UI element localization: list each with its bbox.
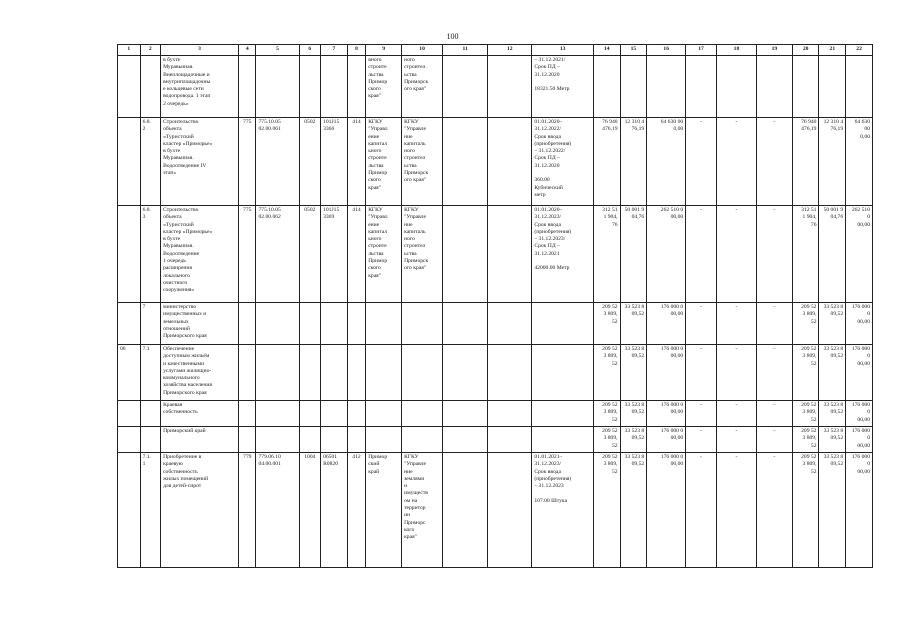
table-cell-col-16: [647, 56, 686, 118]
table-cell-col-21: 12 310 4 76,19: [819, 118, 846, 206]
table-cell-col-4: 779: [239, 453, 256, 568]
table-cell-col-17: -: [686, 206, 717, 303]
table-cell-col-22: 176 000 0 00,00: [846, 303, 873, 345]
table-cell-col-5: [256, 56, 299, 118]
table-cell-col-2: 6.8. 3: [140, 206, 161, 303]
table-cell-col-16: 262 510 0 00,00: [647, 206, 686, 303]
table-cell-col-21: 33 523 8 09,52: [819, 401, 846, 427]
column-header: 16: [647, 45, 686, 56]
table-cell-col-8: [347, 427, 365, 453]
table-cell-col-21: [819, 56, 846, 118]
table-cell-col-9: вного строите льства Примор ского края": [366, 56, 402, 118]
column-header: 3: [161, 45, 239, 56]
table-cell-col-10: [402, 345, 443, 401]
table-cell-col-21: 50 001 9 04,76: [819, 206, 846, 303]
table-row: [118, 453, 873, 568]
table-cell-col-1: 06: [118, 345, 141, 401]
table-cell-col-1: [118, 56, 141, 118]
column-header: 15: [620, 45, 647, 56]
table-cell-col-19: -: [756, 118, 792, 206]
table-cell-col-16: 176 000 0 00,00: [647, 453, 686, 568]
table-cell-col-8: [347, 345, 365, 401]
table-cell-col-11: [443, 118, 488, 206]
table-cell-col-8: 412: [347, 453, 365, 568]
table-cell-col-2: 7.1: [140, 345, 161, 401]
column-header: 10: [402, 45, 443, 56]
table-cell-col-14: 209 52 3 809, 52: [593, 453, 620, 568]
table-cell-col-12: [488, 303, 532, 345]
table-cell-col-18: -: [716, 401, 756, 427]
table-cell-col-18: -: [716, 118, 756, 206]
table-cell-col-3: Строительство объекта «Туристский кластер «Приморье» в бухте Муравьиная. Водоотведение IV этап»: [161, 118, 239, 206]
table-cell-col-6: 1004: [299, 453, 321, 568]
table-cell-col-21: 33 523 8 09,52: [819, 345, 846, 401]
table-cell-col-20: 312 51 1 904, 76: [792, 206, 819, 303]
table-cell-col-8: [347, 401, 365, 427]
table-cell-col-20: 209 52 3 809, 52: [792, 401, 819, 427]
table-cell-col-19: -: [756, 427, 792, 453]
table-cell-col-5: [256, 427, 299, 453]
table-row: [118, 345, 873, 401]
table-cell-col-3: Обеспечение доступным жильём и качественными услугами жилищно- коммунального хозяйства населения Приморского края: [161, 345, 239, 401]
table-cell-col-7: [321, 345, 348, 401]
table-cell-col-4: 775: [239, 118, 256, 206]
table-cell-col-5: [256, 401, 299, 427]
table-cell-col-19: -: [756, 401, 792, 427]
column-header: 19: [756, 45, 792, 56]
table-cell-col-3: Строительство объекта «Туристский кластер «Приморье» в бухте Муравьиная. Водоотведение 1 очередь расширения локального очистного сооружения»: [161, 206, 239, 303]
table-cell-col-7: [321, 427, 348, 453]
table-cell-col-16: 176 000 0 00,00: [647, 427, 686, 453]
table-cell-col-3: министерство имущественных и земельных отношений Приморского края: [161, 303, 239, 345]
column-header: 5: [256, 45, 299, 56]
table-cell-col-1: [118, 206, 141, 303]
table-cell-col-6: [299, 401, 321, 427]
table-cell-col-17: -: [686, 453, 717, 568]
table-cell-col-10: КГКУ "Управле ние капиталь ного строител ьства Приморск ого края": [402, 206, 443, 303]
table-cell-col-5: [256, 345, 299, 401]
table-cell-col-18: -: [716, 303, 756, 345]
table-cell-col-21: 33 523 8 09,52: [819, 303, 846, 345]
column-header: 11: [443, 45, 488, 56]
table-cell-col-4: [239, 56, 256, 118]
column-header: 8: [347, 45, 365, 56]
table-cell-col-4: [239, 401, 256, 427]
table-cell-col-17: [686, 56, 717, 118]
column-header: 2: [140, 45, 161, 56]
table-cell-col-2: 7.1. 1: [140, 453, 161, 568]
table-cell-col-17: -: [686, 427, 717, 453]
table-cell-col-8: [347, 56, 365, 118]
table-cell-col-9: Примор ский край: [366, 453, 402, 568]
table-cell-col-20: 209 52 3 809, 52: [792, 345, 819, 401]
table-cell-col-18: [716, 56, 756, 118]
table-cell-col-12: [488, 345, 532, 401]
table-cell-col-2: 7: [140, 303, 161, 345]
table-cell-col-2: [140, 56, 161, 118]
table-cell-col-10: [402, 303, 443, 345]
table-cell-col-11: [443, 453, 488, 568]
table-cell-col-7: [321, 56, 348, 118]
table-cell-col-15: 33 523 8 09,52: [620, 401, 647, 427]
table-cell-col-1: [118, 303, 141, 345]
table-cell-col-6: [299, 303, 321, 345]
table-cell-col-15: 33 523 8 09,52: [620, 345, 647, 401]
table-cell-col-12: [488, 453, 532, 568]
table-cell-col-9: КГКУ "Управл ение капитал ьного строите льства Примор ского края": [366, 206, 402, 303]
table-cell-col-4: [239, 345, 256, 401]
table-cell-col-22: 176 000 0 00,00: [846, 453, 873, 568]
table-cell-col-4: [239, 303, 256, 345]
table-cell-col-10: КГКУ "Управле ние землями и имуществ ом на территор ии Приморс кого края": [402, 453, 443, 568]
table-cell-col-21: 33 523 8 09,52: [819, 427, 846, 453]
table-cell-col-9: [366, 401, 402, 427]
table-cell-col-11: [443, 206, 488, 303]
table-cell-col-19: -: [756, 345, 792, 401]
table-cell-col-14: 312 51 1 904, 76: [593, 206, 620, 303]
table-cell-col-18: -: [716, 345, 756, 401]
table-cell-col-7: [321, 401, 348, 427]
table-cell-col-5: [256, 303, 299, 345]
table-cell-col-16: 176 000 0 00,00: [647, 345, 686, 401]
table-cell-col-6: [299, 56, 321, 118]
table-cell-col-13: [532, 303, 594, 345]
table-cell-col-22: 176 000 0 00,00: [846, 427, 873, 453]
column-header: 21: [819, 45, 846, 56]
table-cell-col-20: 76 940 476,19: [792, 118, 819, 206]
table-cell-col-15: 50 001 9 04,76: [620, 206, 647, 303]
table-cell-col-11: [443, 56, 488, 118]
table-cell-col-13: 01.01.2020– 31.12.2022/ Срок ввода (приобретения) – 31.12.2022/ Срок ПД – 31.12.2020 360.00 Кубический метр: [532, 118, 594, 206]
column-header: 1: [118, 45, 141, 56]
table-cell-col-2: 6.8. 2: [140, 118, 161, 206]
table-cell-col-12: [488, 206, 532, 303]
table-cell-col-13: 01.01.2021– 31.12.2023/ Срок ввода (приобретения) – 31.12.2023 107.00 Штука: [532, 453, 594, 568]
table-cell-col-3: Приобретение в краевую собственность жилых помещений для детей-сирот: [161, 453, 239, 568]
column-header: 20: [792, 45, 819, 56]
table-row: [118, 206, 873, 303]
table-cell-col-10: [402, 401, 443, 427]
column-header: 22: [846, 45, 873, 56]
table-cell-col-7: 101J15 3369: [321, 206, 348, 303]
table-cell-col-13: [532, 401, 594, 427]
table-cell-col-6: 0502: [299, 206, 321, 303]
table-cell-col-20: 209 52 3 809, 52: [792, 453, 819, 568]
table-row: [118, 303, 873, 345]
column-header: 4: [239, 45, 256, 56]
table-cell-col-18: -: [716, 206, 756, 303]
table-cell-col-19: -: [756, 303, 792, 345]
table-cell-col-8: [347, 303, 365, 345]
table-cell-col-19: [756, 56, 792, 118]
table-cell-col-17: -: [686, 401, 717, 427]
table-cell-col-22: [846, 56, 873, 118]
table-cell-col-3: Приморский край: [161, 427, 239, 453]
table-cell-col-12: [488, 118, 532, 206]
table-cell-col-6: 0502: [299, 118, 321, 206]
table-cell-col-2: [140, 401, 161, 427]
table-cell-col-11: [443, 427, 488, 453]
table-cell-col-19: -: [756, 206, 792, 303]
column-header: 14: [593, 45, 620, 56]
table-row: [118, 427, 873, 453]
table-cell-col-1: [118, 453, 141, 568]
table-cell-col-20: 209 52 3 809, 52: [792, 427, 819, 453]
table-cell-col-12: [488, 401, 532, 427]
column-header: 18: [716, 45, 756, 56]
table-cell-col-20: [792, 56, 819, 118]
column-header: 9: [366, 45, 402, 56]
table-cell-col-15: 33 523 8 09,52: [620, 453, 647, 568]
budget-table: [117, 44, 873, 568]
table-cell-col-10: [402, 427, 443, 453]
table-cell-col-5: 775.10.05 02.00.061: [256, 118, 299, 206]
table-row: [118, 118, 873, 206]
table-cell-col-4: [239, 427, 256, 453]
table-cell-col-4: 775: [239, 206, 256, 303]
table-cell-col-10: КГКУ "Управле ние капиталь ного строител ьства Приморск ого края": [402, 118, 443, 206]
table-cell-col-5: 779.06.10 04.00.001: [256, 453, 299, 568]
table-cell-col-15: [620, 56, 647, 118]
table-cell-col-13: 01.01.2020– 31.12.2023/ Срок ввода (приобретения) – 31.12.2023/ Срок ПД – 31.12.2021 42000.00 Метр: [532, 206, 594, 303]
table-cell-col-9: [366, 303, 402, 345]
table-cell-col-7: 101J15 3366: [321, 118, 348, 206]
table-cell-col-15: 33 523 8 09,52: [620, 427, 647, 453]
column-header: 12: [488, 45, 532, 56]
table-cell-col-17: -: [686, 303, 717, 345]
table-cell-col-20: 209 52 3 809, 52: [792, 303, 819, 345]
table-header-row: [118, 45, 873, 56]
page-number: 100: [446, 32, 459, 41]
table-cell-col-7: [321, 303, 348, 345]
table-cell-col-22: 176 000 0 00,00: [846, 401, 873, 427]
table-cell-col-14: 209 52 3 809, 52: [593, 303, 620, 345]
table-cell-col-22: 64 630 00 0,00: [846, 118, 873, 206]
table-cell-col-9: [366, 427, 402, 453]
table-cell-col-13: [532, 427, 594, 453]
table-cell-col-8: 414: [347, 206, 365, 303]
table-cell-col-18: -: [716, 453, 756, 568]
table-cell-col-14: 76 940 476,19: [593, 118, 620, 206]
table-cell-col-2: [140, 427, 161, 453]
table-cell-col-3: Краевая собственность: [161, 401, 239, 427]
table-cell-col-10: ного строител ьства Приморск ого края": [402, 56, 443, 118]
table-cell-col-15: 33 523 8 09,52: [620, 303, 647, 345]
table-cell-col-14: [593, 56, 620, 118]
table-row: [118, 56, 873, 118]
table-cell-col-14: 209 52 3 809, 52: [593, 427, 620, 453]
table-cell-col-22: 176 000 0 00,00: [846, 345, 873, 401]
table-cell-col-8: 414: [347, 118, 365, 206]
table-cell-col-14: 209 52 3 809, 52: [593, 401, 620, 427]
table-cell-col-22: 262 510 0 00,00: [846, 206, 873, 303]
table-cell-col-5: 775.10.05 02.00.062: [256, 206, 299, 303]
table-cell-col-19: -: [756, 453, 792, 568]
table-cell-col-12: [488, 56, 532, 118]
table-cell-col-16: 176 000 0 00,00: [647, 401, 686, 427]
column-header: 6: [299, 45, 321, 56]
table-cell-col-11: [443, 345, 488, 401]
table-cell-col-1: [118, 401, 141, 427]
table-cell-col-1: [118, 427, 141, 453]
table-cell-col-6: [299, 427, 321, 453]
table-cell-col-16: 64 630 00 0,00: [647, 118, 686, 206]
table-cell-col-14: 209 52 3 809, 52: [593, 345, 620, 401]
table-cell-col-17: -: [686, 345, 717, 401]
table-cell-col-12: [488, 427, 532, 453]
table-cell-col-6: [299, 345, 321, 401]
table-cell-col-21: 33 523 8 09,52: [819, 453, 846, 568]
table-cell-col-17: -: [686, 118, 717, 206]
table-cell-col-16: 176 000 0 00,00: [647, 303, 686, 345]
column-header: 13: [532, 45, 594, 56]
table-cell-col-11: [443, 303, 488, 345]
table-cell-col-1: [118, 118, 141, 206]
table-cell-col-13: – 31.12.2021/ Срок ПД – 31.12.2020 18321.50 Метр: [532, 56, 594, 118]
table-cell-col-3: в бухте Муравьиная. Внеплощадочные и внутриплощадочны е кольцевые сети водопровода. 1 этап 2 очередь»: [161, 56, 239, 118]
table-cell-col-13: [532, 345, 594, 401]
table-cell-col-9: [366, 345, 402, 401]
column-header: 7: [321, 45, 348, 56]
table-cell-col-11: [443, 401, 488, 427]
column-header: 17: [686, 45, 717, 56]
table-cell-col-7: 06501 R0820: [321, 453, 348, 568]
table-cell-col-9: КГКУ "Управл ение капитал ьного строите льства Примор ского края": [366, 118, 402, 206]
table-cell-col-15: 12 310 4 76,19: [620, 118, 647, 206]
table-cell-col-18: -: [716, 427, 756, 453]
table-row: [118, 401, 873, 427]
